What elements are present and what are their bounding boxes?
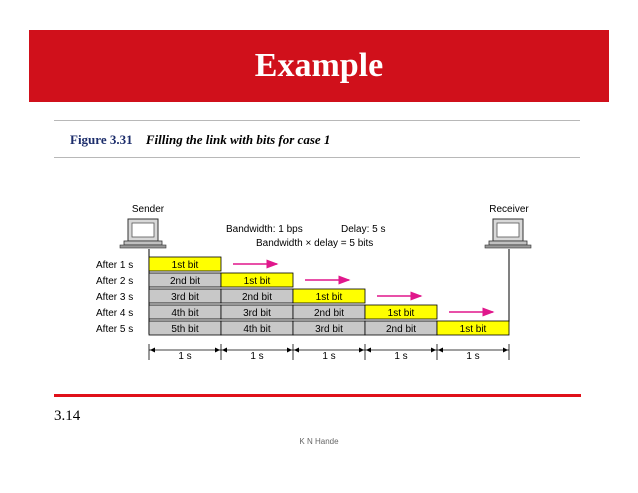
- bit-cell-label: 1st bit: [171, 260, 199, 271]
- ruler-arrowhead: [366, 348, 371, 353]
- row-label: After 2 s: [96, 276, 134, 287]
- bandwidth-text: Bandwidth: 1 bps: [226, 224, 303, 235]
- bit-cell-label: 2nd bit: [385, 324, 417, 335]
- receiver-label: Receiver: [489, 204, 529, 215]
- bit-cell-label: 1st bit: [459, 324, 487, 335]
- sender-computer-icon: [120, 219, 166, 248]
- ruler-arrowhead: [359, 348, 364, 353]
- figure-number: Figure 3.31: [70, 132, 133, 147]
- bit-cell-label: 2nd bit: [241, 292, 273, 303]
- figure-caption-text: Filling the link with bits for case 1: [145, 132, 331, 147]
- slide-number: 3.14: [54, 408, 81, 424]
- ruler-label: 1 s: [466, 351, 480, 362]
- bit-cell-label: 5th bit: [171, 324, 199, 335]
- ruler-label: 1 s: [178, 351, 192, 362]
- ruler-label: 1 s: [394, 351, 408, 362]
- sender-label: Sender: [131, 204, 165, 215]
- ruler-arrowhead: [294, 348, 299, 353]
- receiver-computer-icon: [485, 219, 531, 248]
- ruler-arrowhead: [503, 348, 508, 353]
- bit-cell-label: 1st bit: [315, 292, 343, 303]
- ruler-arrowhead: [215, 348, 220, 353]
- rows-layer: [96, 257, 509, 335]
- row-label: After 3 s: [96, 292, 134, 303]
- delay-text: Delay: 5 s: [341, 224, 386, 235]
- bandwidth-delay-product-text: Bandwidth × delay = 5 bits: [256, 238, 374, 249]
- ruler-arrowhead: [150, 348, 155, 353]
- ruler-label: 1 s: [250, 351, 264, 362]
- ruler-arrowhead: [287, 348, 292, 353]
- bit-cell-label: 3rd bit: [171, 292, 199, 303]
- row-label: After 4 s: [96, 308, 134, 319]
- bit-cell-label: 1st bit: [243, 276, 271, 287]
- bit-cell-label: 4th bit: [171, 308, 199, 319]
- ruler-arrowhead: [438, 348, 443, 353]
- ruler-label: 1 s: [322, 351, 336, 362]
- bit-cell-label: 3rd bit: [243, 308, 271, 319]
- row-label: After 1 s: [96, 260, 134, 271]
- row-label: After 5 s: [96, 324, 134, 335]
- author-label: K N Hande: [299, 437, 339, 446]
- time-ruler: [149, 344, 509, 362]
- footer-red-rule: [54, 394, 581, 397]
- bit-cell-label: 2nd bit: [313, 308, 345, 319]
- bit-cell-label: 2nd bit: [169, 276, 201, 287]
- bit-cell-label: 4th bit: [243, 324, 271, 335]
- ruler-arrowhead: [431, 348, 436, 353]
- bit-cell-label: 3rd bit: [315, 324, 343, 335]
- ruler-arrowhead: [222, 348, 227, 353]
- slide-title: Example: [29, 30, 609, 102]
- bit-cell-label: 1st bit: [387, 308, 415, 319]
